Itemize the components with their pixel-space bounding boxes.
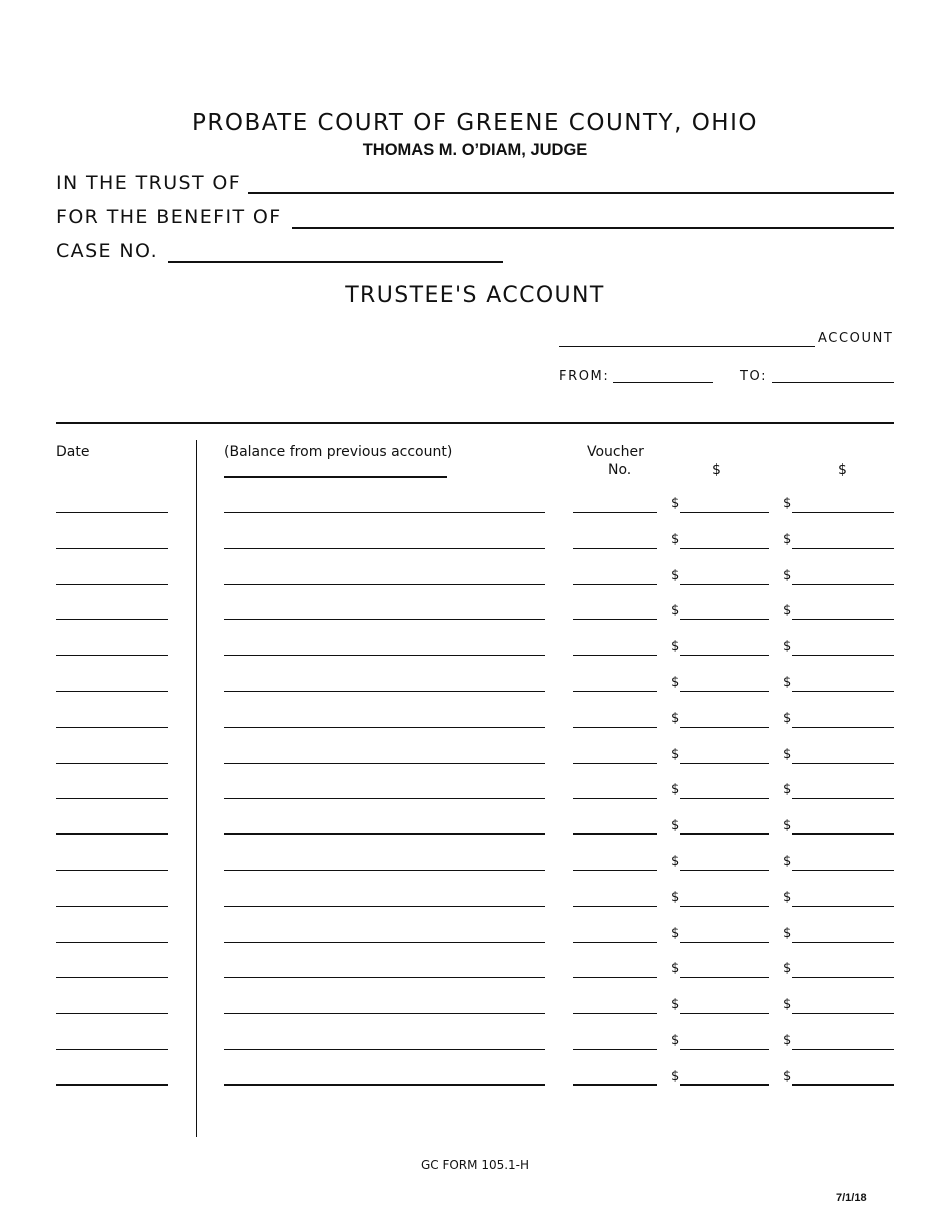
row-voucher-line[interactable] — [573, 906, 657, 907]
row-date-line[interactable] — [56, 798, 168, 799]
row-date-line[interactable] — [56, 691, 168, 692]
row-amount2-line[interactable] — [792, 548, 894, 549]
row-date-line[interactable] — [56, 548, 168, 549]
row-voucher-line[interactable] — [573, 763, 657, 764]
row-amount2-dollar-sign: $ — [783, 997, 792, 1012]
row-voucher-line[interactable] — [573, 977, 657, 978]
row-amount1-line[interactable] — [680, 691, 769, 692]
row-amount1-line[interactable] — [680, 548, 769, 549]
row-voucher-line[interactable] — [573, 691, 657, 692]
row-amount1-dollar-sign: $ — [671, 782, 680, 797]
row-date-line[interactable] — [56, 833, 168, 835]
balance-column-header: (Balance from previous account) — [224, 444, 453, 460]
row-amount2-line[interactable] — [792, 655, 894, 656]
revision-date: 7/1/18 — [836, 1192, 867, 1204]
row-voucher-line[interactable] — [573, 942, 657, 943]
row-voucher-line[interactable] — [573, 798, 657, 799]
row-voucher-line[interactable] — [573, 727, 657, 728]
court-name: PROBATE COURT OF GREENE COUNTY, OHIO — [191, 110, 758, 136]
row-amount1-dollar-sign: $ — [671, 926, 680, 941]
voucher-column-header: Voucher — [587, 444, 644, 460]
row-amount2-dollar-sign: $ — [783, 1033, 792, 1048]
row-amount2-dollar-sign: $ — [783, 639, 792, 654]
row-amount1-line[interactable] — [680, 906, 769, 907]
row-voucher-line[interactable] — [573, 512, 657, 513]
form-title: TRUSTEE'S ACCOUNT — [345, 283, 605, 308]
from-label: FROM: — [559, 369, 610, 384]
row-amount1-line[interactable] — [680, 763, 769, 764]
row-amount2-dollar-sign: $ — [783, 747, 792, 762]
row-amount1-line[interactable] — [680, 619, 769, 620]
row-description-line[interactable] — [224, 906, 545, 907]
row-amount2-line[interactable] — [792, 512, 894, 513]
row-date-line[interactable] — [56, 906, 168, 907]
row-amount2-dollar-sign: $ — [783, 926, 792, 941]
to-date-input-line[interactable] — [772, 382, 894, 383]
row-voucher-line[interactable] — [573, 548, 657, 549]
row-date-line[interactable] — [56, 763, 168, 764]
row-amount2-dollar-sign: $ — [783, 890, 792, 905]
row-amount2-line[interactable] — [792, 798, 894, 799]
row-date-line[interactable] — [56, 1084, 168, 1086]
section-divider — [56, 422, 894, 424]
row-description-line[interactable] — [224, 619, 545, 620]
account-type-input-line[interactable] — [559, 346, 815, 347]
row-amount1-line[interactable] — [680, 870, 769, 871]
case-number-input-line[interactable] — [168, 261, 503, 263]
row-date-line[interactable] — [56, 655, 168, 656]
row-date-line[interactable] — [56, 1049, 168, 1050]
row-description-line[interactable] — [224, 833, 545, 835]
date-column-header: Date — [56, 444, 90, 460]
row-amount2-dollar-sign: $ — [783, 818, 792, 833]
row-date-line[interactable] — [56, 619, 168, 620]
row-voucher-line[interactable] — [573, 655, 657, 656]
row-date-line[interactable] — [56, 977, 168, 978]
row-amount2-dollar-sign: $ — [783, 496, 792, 511]
row-description-line[interactable] — [224, 727, 545, 728]
to-label: TO: — [740, 369, 768, 384]
trust-input-line[interactable] — [248, 192, 894, 194]
row-amount2-dollar-sign: $ — [783, 961, 792, 976]
row-description-line[interactable] — [224, 870, 545, 871]
row-description-line[interactable] — [224, 977, 545, 978]
row-amount1-dollar-sign: $ — [671, 675, 680, 690]
row-amount1-line[interactable] — [680, 655, 769, 656]
row-description-line[interactable] — [224, 1049, 545, 1050]
row-amount1-line[interactable] — [680, 1049, 769, 1050]
row-amount2-line[interactable] — [792, 584, 894, 585]
form-id: GC FORM 105.1-H — [420, 1158, 530, 1172]
row-voucher-line[interactable] — [573, 870, 657, 871]
row-amount2-line[interactable] — [792, 1013, 894, 1014]
from-date-input-line[interactable] — [613, 382, 713, 383]
row-voucher-line[interactable] — [573, 833, 657, 835]
row-amount1-line[interactable] — [680, 977, 769, 978]
row-voucher-line[interactable] — [573, 1013, 657, 1014]
row-amount1-dollar-sign: $ — [671, 1033, 680, 1048]
row-amount1-dollar-sign: $ — [671, 1069, 680, 1084]
judge-name: THOMAS M. O’DIAM, JUDGE — [362, 141, 588, 159]
row-amount2-line[interactable] — [792, 870, 894, 871]
row-voucher-line[interactable] — [573, 584, 657, 585]
row-amount1-line[interactable] — [680, 584, 769, 585]
row-date-line[interactable] — [56, 727, 168, 728]
row-amount2-line[interactable] — [792, 942, 894, 943]
benefit-input-line[interactable] — [292, 227, 894, 229]
row-amount2-dollar-sign: $ — [783, 1069, 792, 1084]
row-amount2-line[interactable] — [792, 906, 894, 907]
row-amount1-dollar-sign: $ — [671, 997, 680, 1012]
row-date-line[interactable] — [56, 1013, 168, 1014]
row-description-line[interactable] — [224, 512, 545, 513]
row-description-line[interactable] — [224, 655, 545, 656]
row-amount2-dollar-sign: $ — [783, 568, 792, 583]
row-voucher-line[interactable] — [573, 619, 657, 620]
balance-input-line[interactable] — [224, 476, 447, 478]
row-amount1-dollar-sign: $ — [671, 711, 680, 726]
row-amount1-line[interactable] — [680, 1013, 769, 1014]
row-description-line[interactable] — [224, 584, 545, 585]
row-amount1-dollar-sign: $ — [671, 747, 680, 762]
row-amount2-line[interactable] — [792, 763, 894, 764]
row-amount2-dollar-sign: $ — [783, 603, 792, 618]
row-amount1-line[interactable] — [680, 727, 769, 728]
row-amount2-line[interactable] — [792, 977, 894, 978]
row-description-line[interactable] — [224, 798, 545, 799]
row-date-line[interactable] — [56, 512, 168, 513]
row-amount1-dollar-sign: $ — [671, 639, 680, 654]
row-voucher-line[interactable] — [573, 1084, 657, 1086]
row-date-line[interactable] — [56, 584, 168, 585]
row-amount1-dollar-sign: $ — [671, 603, 680, 618]
row-amount1-dollar-sign: $ — [671, 854, 680, 869]
amount1-column-header: $ — [712, 462, 721, 478]
row-description-line[interactable] — [224, 942, 545, 943]
row-amount1-dollar-sign: $ — [671, 961, 680, 976]
row-amount2-line[interactable] — [792, 1084, 894, 1086]
row-amount1-dollar-sign: $ — [671, 568, 680, 583]
row-amount1-line[interactable] — [680, 833, 769, 835]
amount2-column-header: $ — [838, 462, 847, 478]
row-amount1-dollar-sign: $ — [671, 532, 680, 547]
row-amount2-dollar-sign: $ — [783, 854, 792, 869]
case-number-label: CASE NO. — [56, 240, 159, 262]
row-date-line[interactable] — [56, 870, 168, 871]
benefit-label: FOR THE BENEFIT OF — [56, 206, 282, 228]
row-amount2-dollar-sign: $ — [783, 675, 792, 690]
row-amount1-line[interactable] — [680, 942, 769, 943]
account-label: ACCOUNT — [818, 331, 894, 346]
trust-label: IN THE TRUST OF — [56, 172, 242, 194]
row-voucher-line[interactable] — [573, 1049, 657, 1050]
row-amount2-dollar-sign: $ — [783, 782, 792, 797]
row-description-line[interactable] — [224, 1013, 545, 1014]
row-amount2-line[interactable] — [792, 691, 894, 692]
row-date-line[interactable] — [56, 942, 168, 943]
row-description-line[interactable] — [224, 548, 545, 549]
row-amount1-dollar-sign: $ — [671, 890, 680, 905]
row-amount1-dollar-sign: $ — [671, 496, 680, 511]
row-description-line[interactable] — [224, 691, 545, 692]
row-amount1-dollar-sign: $ — [671, 818, 680, 833]
row-description-line[interactable] — [224, 1084, 545, 1086]
row-amount1-line[interactable] — [680, 1084, 769, 1086]
row-amount1-line[interactable] — [680, 798, 769, 799]
row-amount1-line[interactable] — [680, 512, 769, 513]
row-amount2-line[interactable] — [792, 727, 894, 728]
row-amount2-dollar-sign: $ — [783, 532, 792, 547]
row-amount2-dollar-sign: $ — [783, 711, 792, 726]
row-amount2-line[interactable] — [792, 619, 894, 620]
column-divider — [196, 440, 197, 1137]
voucher-no-header: No. — [608, 462, 632, 478]
row-amount2-line[interactable] — [792, 1049, 894, 1050]
row-description-line[interactable] — [224, 763, 545, 764]
row-amount2-line[interactable] — [792, 833, 894, 835]
